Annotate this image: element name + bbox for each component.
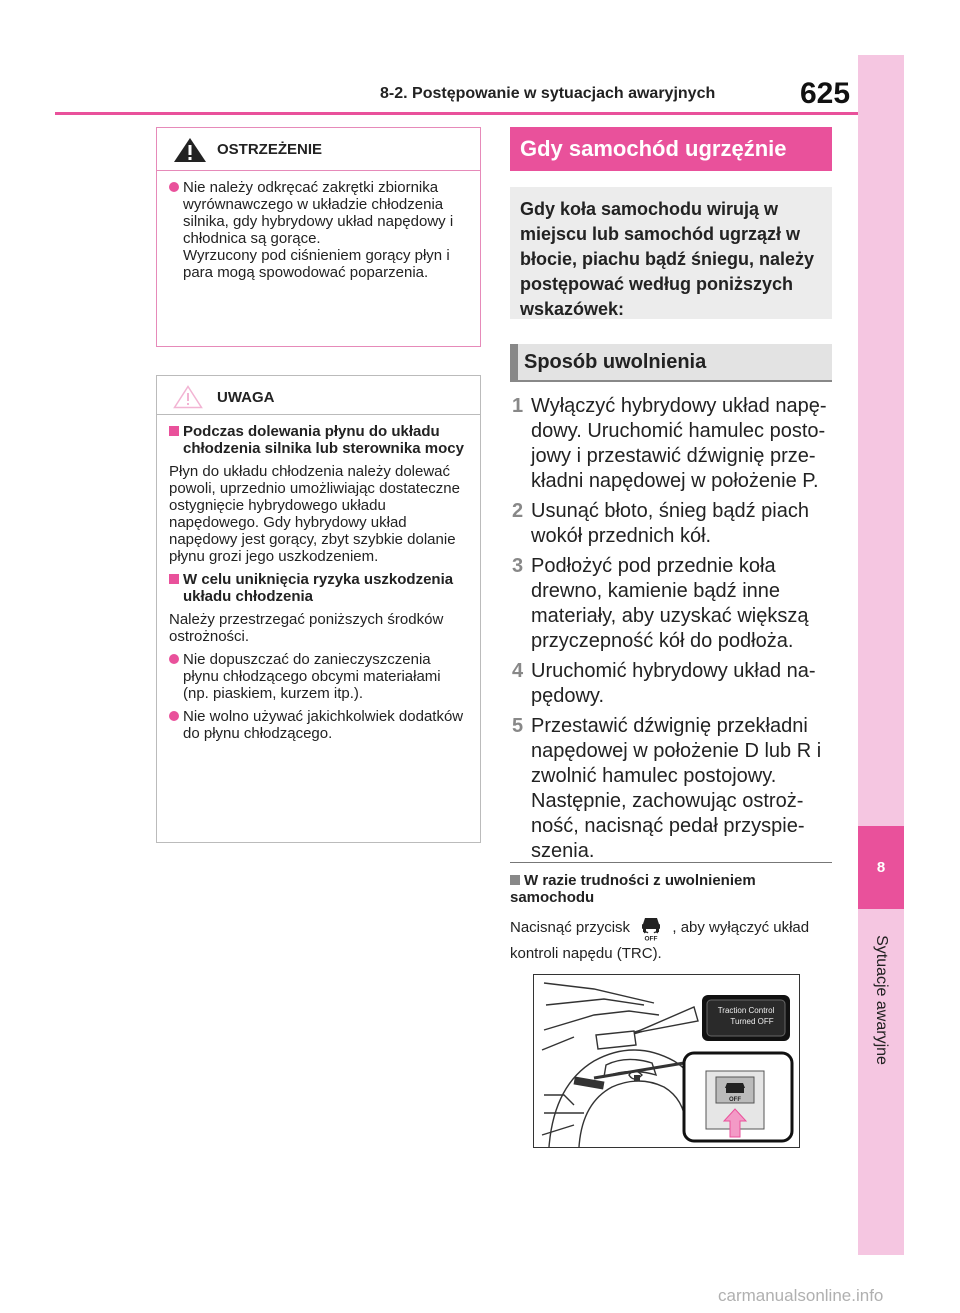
page-number: 625 bbox=[800, 77, 851, 110]
chapter-number-tab: 8 bbox=[858, 826, 904, 909]
warning-subtext: Wyrzucony pod ciśnieniem gorący płyn i para mogą spowodować poparzenia. bbox=[183, 247, 450, 281]
square-bullet-icon bbox=[169, 574, 179, 584]
warning-title: OSTRZEŻENIE bbox=[217, 141, 323, 158]
square-bullet-icon bbox=[169, 426, 179, 436]
warning-text: Nie należy odkręcać zakrętki zbiornika wyrównawczego w układzie chłodzenia silnika, gdy hybrydowy układ napędowy i chłodnica są gorące. bbox=[183, 179, 454, 247]
side-tab bbox=[858, 55, 904, 1255]
step-item: 3 Podłożyć pod przednie koła drewno, kamienie bądź inne materiały, aby uzyskać większą przyczepność kół do podłoża. bbox=[512, 555, 809, 652]
display-line-1: Traction Control bbox=[717, 1006, 775, 1015]
chapter-label: Sytuacje awaryjne bbox=[873, 935, 890, 1065]
notice-header bbox=[157, 376, 480, 415]
step-item: 4 Uruchomić hybrydowy układ napędowy. bbox=[512, 660, 816, 707]
notice-heading-2: W celu uniknięcia ryzyka uszkodzenia układu chłodzenia bbox=[169, 571, 466, 605]
square-bullet-icon bbox=[510, 875, 520, 885]
dashboard-illustration bbox=[533, 974, 800, 1148]
notice-box bbox=[156, 375, 481, 843]
warning-box bbox=[156, 127, 481, 347]
bullet-dot-icon bbox=[169, 711, 179, 721]
section-heading: Gdy samochód ugrzęźnie bbox=[510, 127, 832, 171]
bullet-dot-icon bbox=[169, 182, 179, 192]
notice-paragraph-1: Płyn do układu chłodzenia należy dolewać powoli, uprzednio umożliwiając dostateczne ostygnięcie hybrydowego układu napędowego. Gdy hybrydowy układ napędowy jest gorący, zbyt szybkie dolanie płynu grozi jego uszkodzeniem. bbox=[169, 463, 460, 565]
note-title: W razie trudności z uwolnieniem samochodu bbox=[510, 872, 756, 906]
section-divider bbox=[510, 862, 832, 863]
steps-list bbox=[510, 394, 840, 869]
warning-item bbox=[169, 179, 466, 281]
step-item: 1 Wyłączyć hybrydowy układ napędowy. Uruchomić hamulec postojowy i przestawić dźwignię przekładni napędowej w położenie P. bbox=[512, 395, 827, 492]
bullet-dot-icon bbox=[169, 654, 179, 664]
notice-bullet-1: Nie dopuszczać do zanieczyszczenia płynu chłodzącego obcymi materiałami (np. piaskiem, kurzem itp.). bbox=[169, 651, 466, 702]
display-line-2: Turned OFF bbox=[730, 1017, 774, 1026]
step-item: 5 Przestawić dźwignię przekładni napędowej w położenie D lub R i zwolnić hamulec postojowy. Następnie, zachowując ostrożność, nacisnąć pedał przyspieszenia. bbox=[512, 715, 822, 862]
warning-triangle-icon bbox=[173, 137, 207, 163]
button-off-label: OFF bbox=[729, 1097, 741, 1103]
step-number: 3 bbox=[512, 555, 524, 577]
subsection-heading: Sposób uwolnienia bbox=[510, 344, 832, 382]
dashboard-drawing bbox=[534, 975, 799, 1147]
step-number: 4 bbox=[512, 660, 524, 682]
lead-box: Gdy koła samochodu wirują w miejscu lub samochód ugrzązł w błocie, piachu bądź śniegu, należy postępować według poniższych wskazówek: bbox=[510, 187, 832, 319]
step-item: 2 Usunąć błoto, śnieg bądź piach wokół przednich kół. bbox=[512, 500, 809, 547]
step-number: 5 bbox=[512, 715, 524, 737]
watermark: carmanualsonline.info bbox=[718, 1286, 884, 1305]
section-title: 8-2. Postępowanie w sytuacjach awaryjnych bbox=[380, 85, 716, 102]
notice-paragraph-2: Należy przestrzegać poniższych środków ostrożności. bbox=[169, 611, 444, 645]
notice-heading-1: Podczas dolewania płynu do układu chłodzenia silnika lub sterownika mocy bbox=[169, 423, 466, 457]
step-number: 1 bbox=[512, 395, 524, 417]
notice-title: UWAGA bbox=[217, 389, 275, 406]
trc-off-icon bbox=[638, 915, 664, 941]
note-text: Nacisnąć przycisk OFF , aby wyłączyć układ kontroli napędu (TRC). bbox=[510, 915, 832, 966]
notice-bullet-2: Nie wolno używać jakichkolwiek dodatków do płynu chłodzącego. bbox=[169, 708, 466, 742]
step-number: 2 bbox=[512, 500, 524, 522]
header-rule bbox=[55, 112, 858, 115]
caution-triangle-icon bbox=[173, 385, 203, 409]
warning-header bbox=[157, 128, 480, 171]
trc-off-label: OFF bbox=[644, 935, 658, 942]
